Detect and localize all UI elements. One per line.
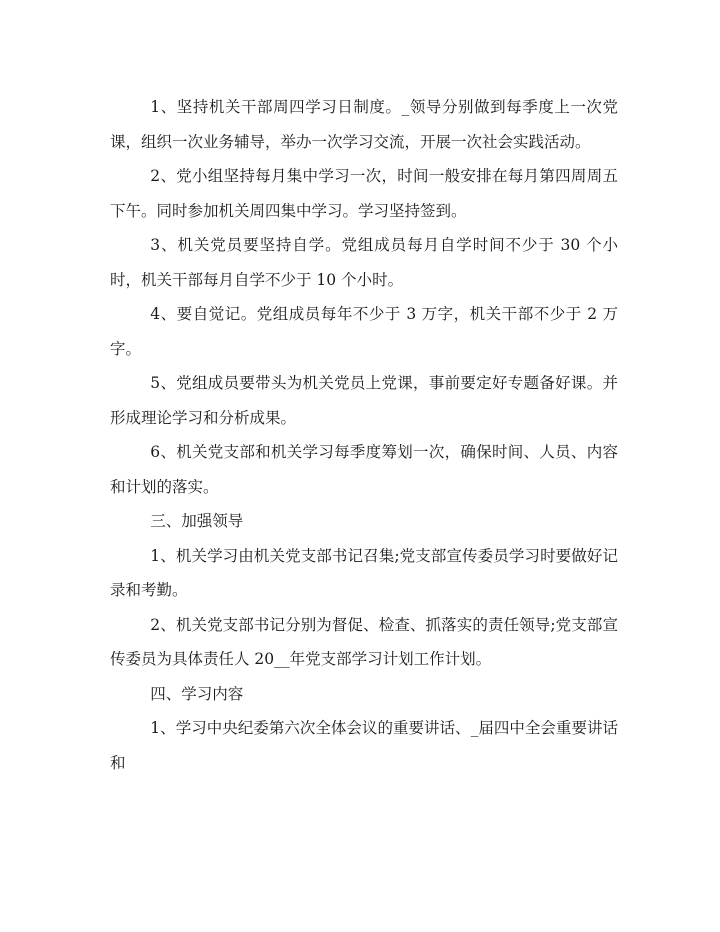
- section-heading-leadership: 三、加强领导: [150, 512, 244, 530]
- paragraph-item-2: 2、党小组坚持每月集中学习一次，时间一般安排在每月第四周周五下午。同时参加机关周四集中学习。学习坚持签到。: [110, 167, 618, 220]
- paragraph-item-5: 5、党组成员要带头为机关党员上党课，事前要定好专题备好课。并形成理论学习和分析成果。: [110, 374, 618, 427]
- paragraph-item-1: 1、坚持机关干部周四学习日制度。_领导分别做到每季度上一次党课，组织一次业务辅导，举办一次学习交流，开展一次社会实践活动。: [110, 98, 618, 151]
- paragraph-item-9: 1、学习中央纪委第六次全体会议的重要讲话、_届四中全会重要讲话和: [110, 719, 618, 772]
- paragraph-item-7: 1、机关学习由机关党支部书记召集;党支部宣传委员学习时要做好记录和考勤。: [110, 546, 618, 599]
- paragraph-item-3: 3、机关党员要坚持自学。党组成员每月自学时间不少于 30 个小时，机关干部每月自学不少于 10 个小时。: [110, 236, 618, 289]
- paragraph-item-8: 2、机关党支部书记分别为督促、检查、抓落实的责任领导;党支部宣传委员为具体责任人 20__年党支部学习计划工作计划。: [110, 615, 618, 668]
- document-body: [110, 90, 618, 780]
- paragraph-item-4: 4、要自觉记。党组成员每年不少于 3 万字，机关干部不少于 2 万字。: [110, 305, 618, 358]
- section-heading-content: 四、学习内容: [150, 684, 244, 703]
- paragraph-item-6: 6、机关党支部和机关学习每季度筹划一次，确保时间、人员、内容和计划的落实。: [110, 443, 618, 496]
